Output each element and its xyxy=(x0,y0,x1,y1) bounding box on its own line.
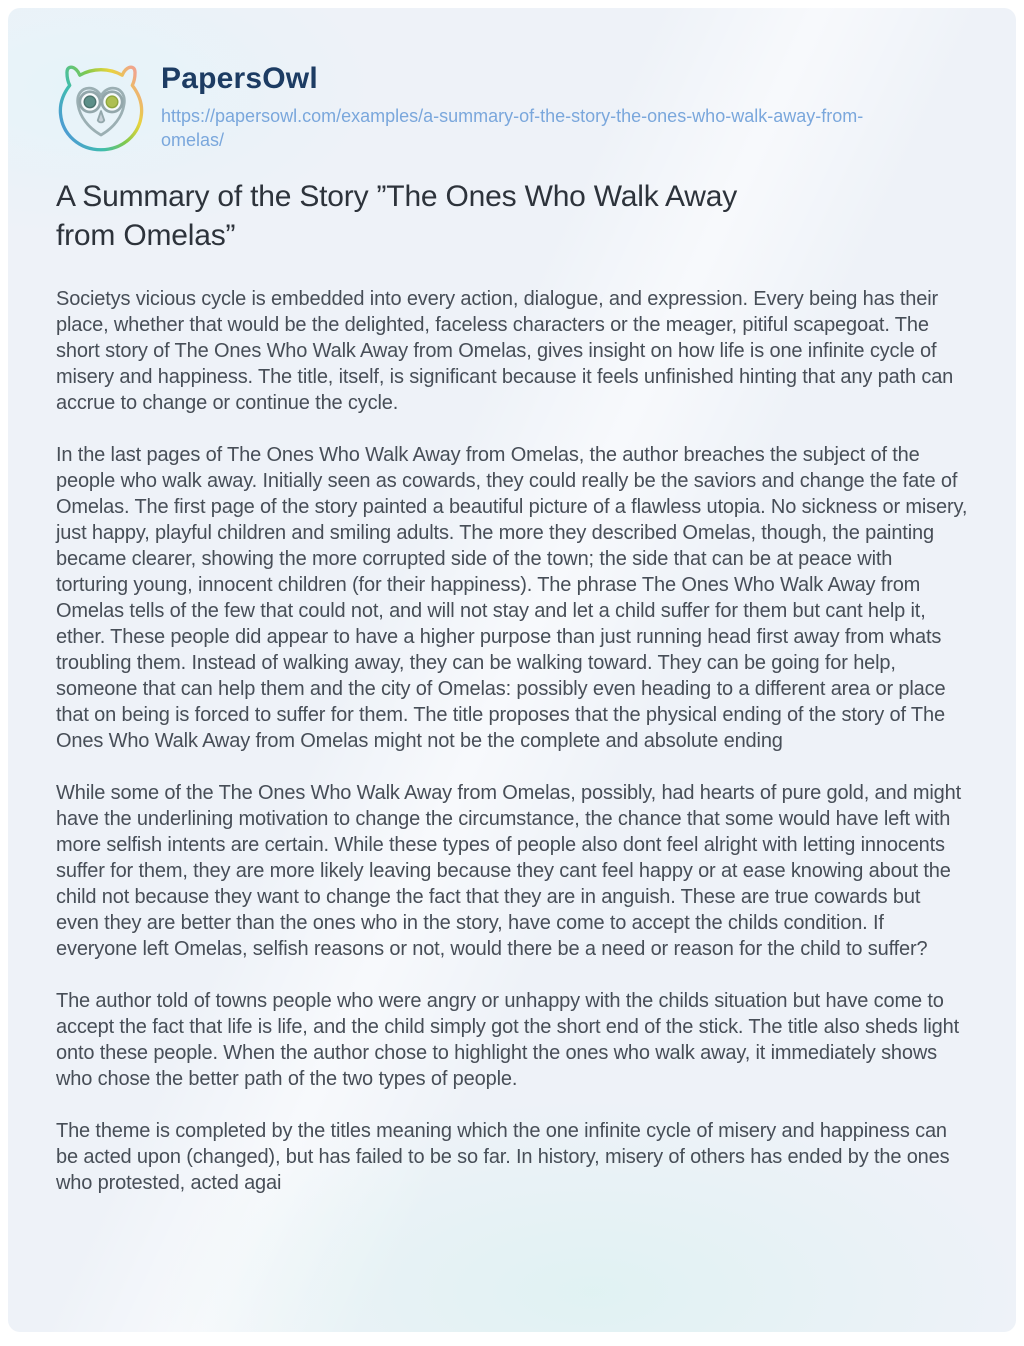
header xyxy=(8,8,1016,155)
essay-paragraph: The theme is completed by the titles meaning which the one infinite cycle of misery and happiness can be acted upon (changed), but has failed to be so far. In history, misery of others has ended by the ones who protested, acted agai xyxy=(56,1120,950,1194)
article xyxy=(8,177,1016,1196)
owl-left-iris xyxy=(84,96,96,108)
owl-logo-icon xyxy=(55,58,147,155)
essay-body xyxy=(56,286,968,1196)
essay-paragraph: The author told of towns people who were angry or unhappy with the childs situation but have come to accept the fact that life is life, and the child simply got the short end of the stick. The title also sheds light onto these people. When the author chose to highlight the ones who walk away, it immediately shows who chose the better path of the two types of people. xyxy=(56,990,960,1090)
brand-name: PapersOwl xyxy=(161,62,318,95)
source-url-link[interactable]: https://papersowl.com/examples/a-summary-of-the-story-the-ones-who-walk-away-from-omelas/ xyxy=(161,106,864,150)
brand-block xyxy=(161,58,909,152)
essay-paragraph: In the last pages of The Ones Who Walk Away from Omelas, the author breaches the subject of the people who walk away. Initially seen as cowards, they could really be the saviors and change the fate of Omelas. The first page of the story painted a beautiful picture of a flawless utopia. No sickness or misery, just happy, playful children and smiling adults. The more they described Omelas, though, the painting became clearer, showing the more corrupted side of the town; the side that can be at peace with torturing young, innocent children (for their happiness). The phrase The Ones Who Walk Away from Omelas tells of the few that could not, and will not stay and let a child suffer for them but cant help it, ether. These people did appear to have a higher purpose than just running head first away from whats troubling them. Instead of walking away, they can be walking toward. They can be going for help, someone that can help them and the city of Omelas: possibly even heading to a different area or place that on being is forced to suffer for them. The title proposes that the physical ending of the story of The Ones Who Walk Away from Omelas might not be the complete and absolute ending xyxy=(56,444,968,752)
essay-paragraph: While some of the The Ones Who Walk Away from Omelas, possibly, had hearts of pure gold, and might have the underlining motivation to change the circumstance, the chance that some would have left with more selfish intents are certain. While these types of people also dont feel alright with letting innocents suffer for them, they are more likely leaving because they cant feel happy or at ease knowing about the child not because they want to change the fact that they are in anguish. These are true cowards but even they are better than the ones who in the story, have come to accept the childs condition. If everyone left Omelas, selfish reasons or not, would there be a need or reason for the child to suffer? xyxy=(56,782,961,960)
owl-beak xyxy=(98,111,104,122)
owl-head-outline xyxy=(60,67,141,150)
owl-right-iris xyxy=(106,96,118,108)
page-card xyxy=(8,8,1016,1332)
page-title: A Summary of the Story ”The Ones Who Walk Away from Omelas” xyxy=(56,180,738,252)
essay-paragraph: Societys vicious cycle is embedded into every action, dialogue, and expression. Every being has their place, whether that would be the delighted, faceless characters or the meager, pitiful scapegoat. The short story of The Ones Who Walk Away from Omelas, gives insight on how life is one infinite cycle of misery and happiness. The title, itself, is significant because it feels unfinished hinting that any path can accrue to change or continue the cycle. xyxy=(56,288,954,414)
papersowl-logo xyxy=(55,58,147,155)
